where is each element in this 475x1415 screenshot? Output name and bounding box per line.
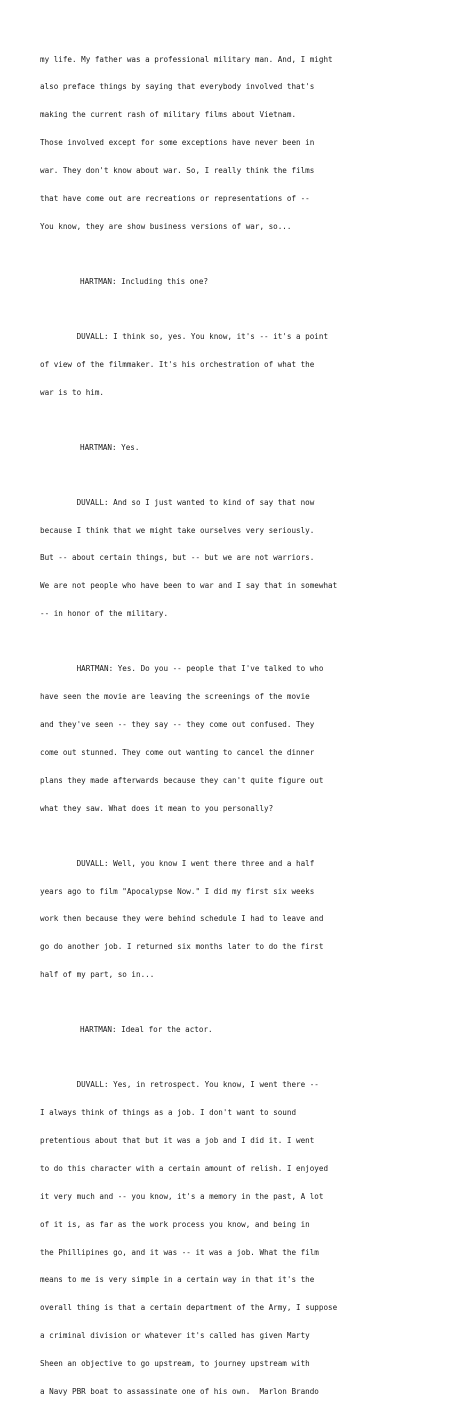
text-line: because I think that we might take ourselves very seriously.: [40, 525, 315, 535]
text-line: a Navy PBR boat to assassinate one of his own. Marlon Brando: [40, 1386, 319, 1396]
text-line: of it is, as far as the work process you know, and being in: [40, 1219, 310, 1229]
paragraph-4: [40, 646, 441, 832]
text-line: means to me is very simple in a certain way in that it's the: [40, 1275, 315, 1285]
text-line: have seen the movie are leaving the screenings of the movie: [40, 692, 310, 702]
text-line: half of my part, so in...: [40, 970, 155, 980]
text-line: You know, they are show business versions of war, so...: [40, 221, 292, 231]
paragraph-5: [40, 840, 441, 998]
text-line: HARTMAN: Yes. Do you -- people that I've talked to who: [40, 664, 324, 674]
text-line: I always think of things as a job. I don't want to sound: [40, 1108, 297, 1118]
text-line: Those involved except for some exceptions have never been in: [40, 138, 315, 148]
text-line: also preface things by saying that everybody involved that's: [40, 82, 315, 92]
text-line: go do another job. I returned six months later to do the first: [40, 942, 324, 952]
text-line: HARTMAN: Including this one?: [80, 276, 209, 286]
text-line: HARTMAN: Yes.: [80, 442, 140, 452]
paragraph-6: [40, 1062, 441, 1415]
text-line: a criminal division or whatever it's called has given Marty: [40, 1331, 310, 1341]
text-line: pretentious about that but it was a job and I did it. I went: [40, 1135, 315, 1145]
text-line: and they've seen -- they say -- they come out confused. They: [40, 719, 315, 729]
paragraph-1: [40, 36, 441, 250]
text-line: it very much and -- you know, it's a memory in the past, A lot: [40, 1191, 324, 1201]
text-line: -- in honor of the military.: [40, 609, 169, 619]
text-line: DUVALL: Yes, in retrospect. You know, I went there --: [40, 1080, 319, 1090]
paragraph-3: [40, 479, 441, 637]
text-line: making the current rash of military films about Vietnam.: [40, 110, 297, 120]
text-line: Sheen an objective to go upstream, to journey upstream with: [40, 1359, 310, 1369]
text-line: to do this character with a certain amount of relish. I enjoyed: [40, 1163, 329, 1173]
text-line: overall thing is that a certain department of the Army, I suppose: [40, 1303, 338, 1313]
text-line: years ago to film "Apocalypse Now." I did my first six weeks: [40, 886, 315, 896]
text-line: of view of the filmmaker. It's his orchestration of what the: [40, 359, 315, 369]
text-line: what they saw. What does it mean to you personally?: [40, 803, 274, 813]
text-line: DUVALL: I think so, yes. You know, it's -- it's a point: [40, 331, 329, 341]
text-line: DUVALL: And so I just wanted to kind of say that now: [40, 497, 315, 507]
speaker-line-3: [40, 1007, 441, 1053]
text-line: work then because they were behind schedule I had to leave and: [40, 914, 324, 924]
text-line: my life. My father was a professional military man. And, I might: [40, 54, 333, 64]
speaker-line-1: [40, 258, 441, 304]
speaker-line-2: [40, 424, 441, 470]
paragraph-2: [40, 313, 441, 415]
text-line: HARTMAN: Ideal for the actor.: [80, 1025, 213, 1035]
text-line: war is to him.: [40, 387, 105, 397]
text-line: that have come out are recreations or representations of --: [40, 194, 310, 204]
text-line: We are not people who have been to war and I say that in somewhat: [40, 581, 338, 591]
text-line: come out stunned. They come out wanting to cancel the dinner: [40, 747, 315, 757]
text-line: the Phillipines go, and it was -- it was a job. What the film: [40, 1247, 319, 1257]
text-line: But -- about certain things, but -- but we are not warriors.: [40, 553, 315, 563]
text-line: war. They don't know about war. So, I really think the films: [40, 166, 315, 176]
text-line: plans they made afterwards because they can't quite figure out: [40, 775, 324, 785]
text-line: DUVALL: Well, you know I went there three and a half: [40, 858, 315, 868]
